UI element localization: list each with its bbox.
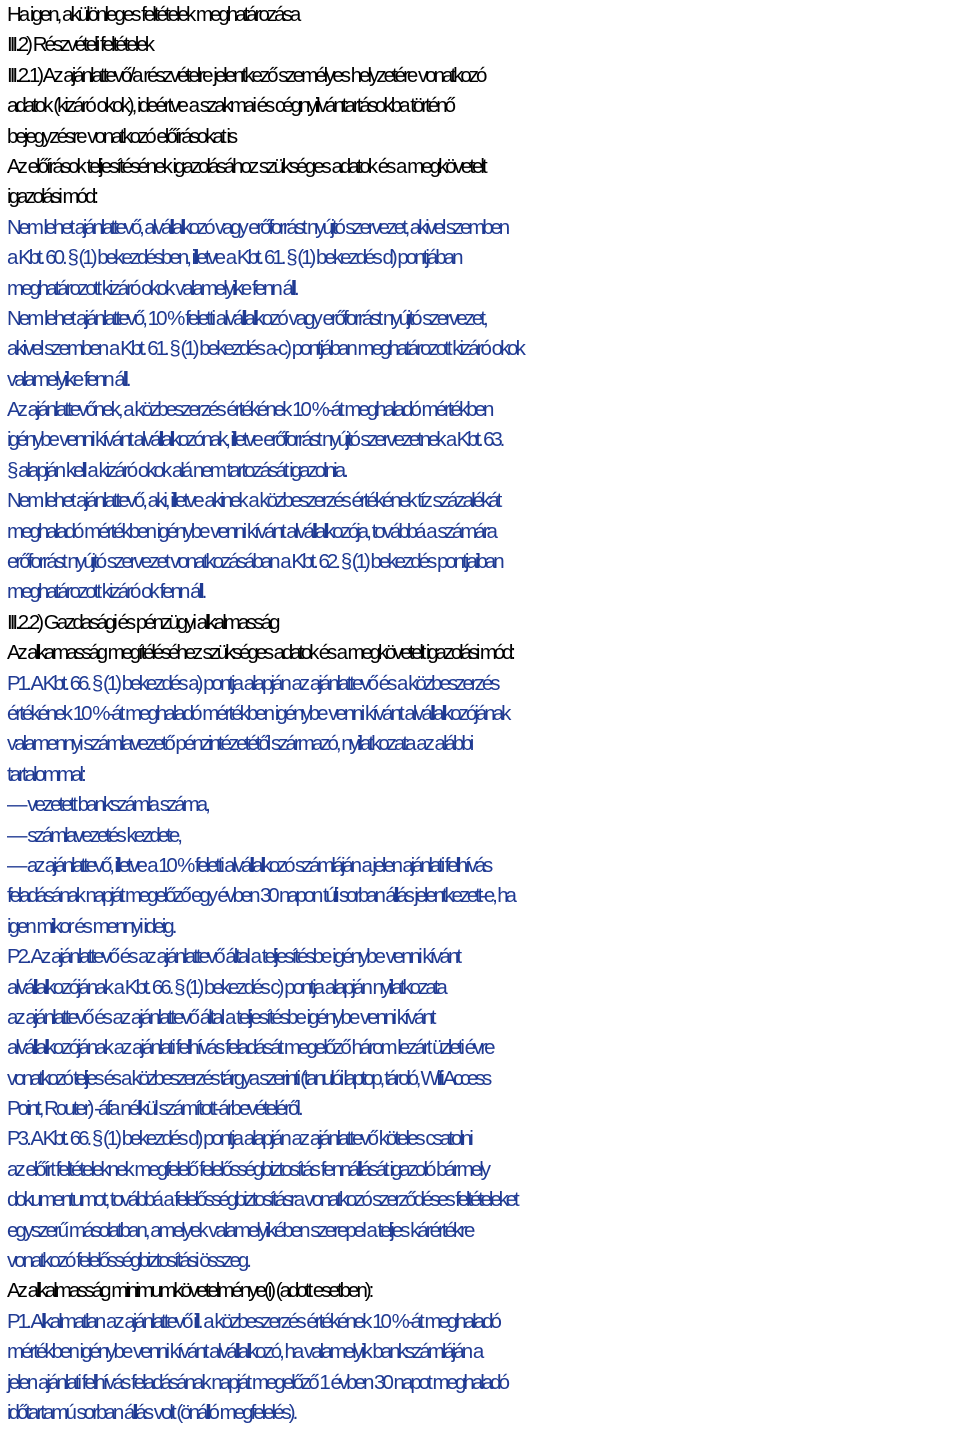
body-line: — az ajánlattevő, illetve a 10 % feletti alvállalkozó számláján a jelen ajánlati felhívás — [7, 853, 491, 877]
body-line: — számlavezetés kezdete, — [7, 823, 180, 847]
body-line: egyszerű másolatban, amelyek valamelyikében szerepel a teljes kárértékre — [7, 1218, 473, 1242]
body-line: Az ajánlattevőnek, a közbeszerzés értékének 10 %-át meghaladó mértékben — [7, 398, 492, 422]
heading-line: Az alkalmasság minimumkövetelménye(i) (adott esetben): — [7, 1279, 372, 1303]
body-line: meghatározott kizáró okok valamelyike fenn áll. — [7, 276, 297, 300]
body-line: P1. Alkalmatlan az ajánlattevő ill. a közbeszerzés értékének 10 %-át meghaladó — [7, 1309, 499, 1333]
body-line: az ajánlattevő és az ajánlattevő által a teljesítésbe igénybe venni kívánt — [7, 1005, 434, 1029]
body-line: alvállalkozójának az ajánlati felhívás feladását megelőző három lezárt üzleti évre — [7, 1036, 493, 1060]
body-line: a Kbt. 60. § (1) bekezdésben, illetve a Kbt. 61. § (1) bekezdés d) pontjában — [7, 246, 461, 270]
heading-line: Ha igen, akülönleges feltételek meghatározása — [7, 3, 299, 26]
heading-line: III.2.2) Gazdasági és pénzügyi alkalmasság — [7, 610, 278, 634]
heading-line: III.2.1) Az ajánlattevő/a részvételre jelentkező személyes helyzetére vonatkozó — [7, 63, 485, 87]
body-line: Nem lehet ajánlattevő, 10 % feletti alvállalkozó vagy erőforrást nyújtó szervezet, — [7, 306, 486, 330]
body-line: valamelyike fenn áll. — [7, 367, 129, 391]
body-line: P1. A Kbt. 66. § (1) bekezdés a) pontja alapján az ajánlattevő és a közbeszerzés — [7, 671, 498, 695]
body-line: Nem lehet ajánlattevő, aki, illetve akinek a közbeszerzés értékének tíz százalékát — [7, 489, 500, 513]
body-line: mértékben igénybe venni kívánt alvállalkozó, ha valamelyik bankszámláján a — [7, 1340, 482, 1364]
body-line: alvállalkozójának a Kbt. 66. § (1) bekezdés c) pontja alapján nyilatkozata — [7, 975, 445, 999]
body-line: P3. A Kbt. 66. § (1) bekezdés d) pontja alapján az ajánlattevő köteles csatolni — [7, 1127, 471, 1151]
heading-line: Az előírások teljesítésének igazolásához szükséges adatok és a megkövetelt — [7, 154, 485, 178]
body-line: erőforrást nyújtó szervezet vonatkozásában a Kbt. 62. § (1) bekezdés pontjaiban — [7, 550, 502, 574]
heading-line: bejegyzésre vonatkozó előírásokat is — [7, 124, 236, 148]
body-line: P2. Az ajánlattevő és az ajánlattevő által a teljesítésbe igénybe venni kívánt — [7, 945, 460, 969]
body-line: vonatkozó teljes és a közbeszerzés tárgya szerinti (tanulói laptop, tároló, Wifi Access — [7, 1066, 490, 1090]
body-line: meghatározott kizáró ok fenn áll. — [7, 580, 205, 604]
body-line: Point, Router) -áfa nélkül számított-árbevételéről. — [7, 1097, 301, 1121]
heading-line: Az alkamasság megítéléséhez szükséges adatok és a megkövetelt igazolási mód: — [7, 641, 513, 665]
body-line: Nem lehet ajánlattevő, alvállalkozó vagy erőforrást nyújtó szervezet, akivel szemben — [7, 215, 507, 239]
document-body — [7, 0, 960, 1428]
body-line: igen mikor és mennyi ideig. — [7, 914, 175, 938]
body-line: § alapján kell a kizáró okok alá nem tartozását igazolnia. — [7, 458, 346, 482]
body-line: értékének 10 %-át meghaladó mértékben igénybe venni kívánt alvállalkozójának — [7, 701, 509, 725]
body-line: az előírt feltételeknek megfelelő felelősségbiztosítás fennállását igazoló bármely — [7, 1157, 489, 1181]
body-line: feladásának napját megelőző egy évben 30 napon túli sorban állás jelentkezett-e, ha — [7, 884, 514, 908]
body-line: vonatkozó felelősségbiztosítási összeg. — [7, 1249, 249, 1273]
heading-line: III.2) Részvételi feltételek — [7, 33, 153, 57]
body-line: időtartamú sorban állás volt (önálló megfelelés). — [7, 1400, 296, 1424]
body-line: jelen ajánlati felhívás feladásának napját megelőző 1 évben 30 napot meghaladó — [7, 1370, 507, 1394]
body-line: akivel szemben a Kbt. 61. § (1) bekezdés a-c) pontjában meghatározott kizáró okok — [7, 337, 523, 361]
body-line: — vezetett bankszámla száma, — [7, 793, 208, 817]
body-line: igénybe venni kívánt alvállalkozónak, illetve erőforrást nyújtó szervezetnek a Kbt. 63. — [7, 428, 503, 452]
body-line: valamennyi számlavezető pénzintézetétől származó, nyilatkozata az alábbi — [7, 732, 472, 756]
heading-line: adatok (kizáró okok), ideértve a szakmai és cégnyilvántartásokba történő — [7, 94, 454, 118]
body-line: meghaladó mértékben igénybe venni kívánt alvállalkozója, továbbá a számára — [7, 519, 495, 543]
body-line: tartalommal: — [7, 762, 84, 786]
body-line: dokumentumot, továbbá a felelősségbiztosításra vonatkozó szerződéses feltételeket — [7, 1188, 517, 1212]
heading-line: igazolási mód: — [7, 185, 97, 209]
